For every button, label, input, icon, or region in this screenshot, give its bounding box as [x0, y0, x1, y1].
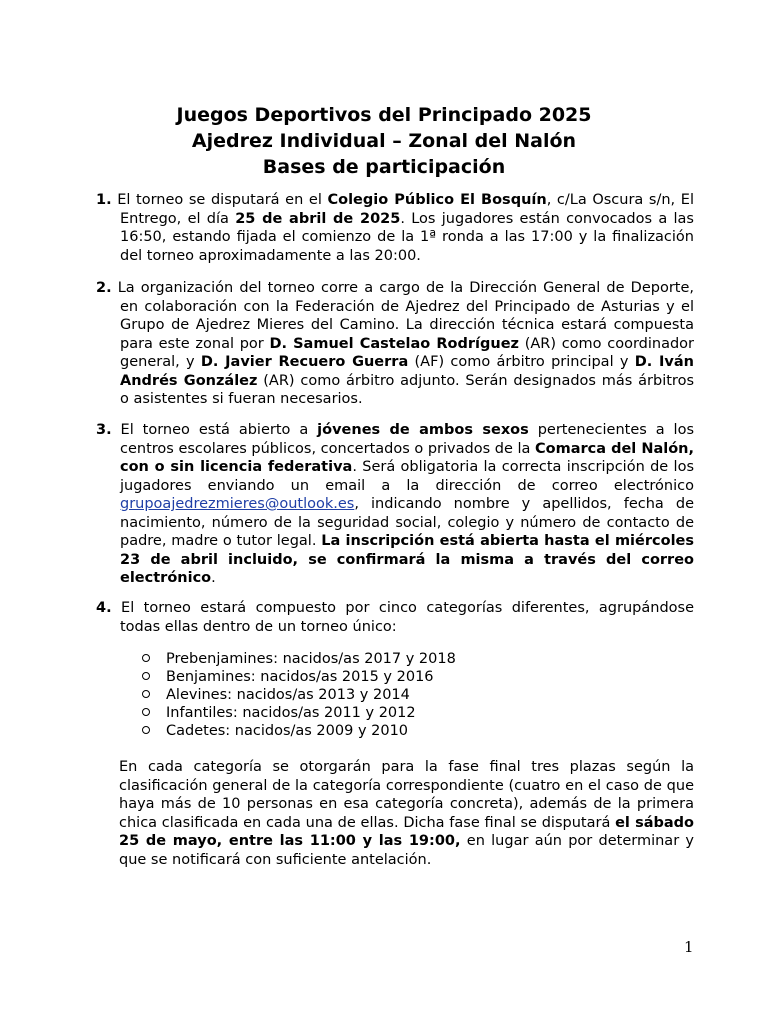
- circle-bullet-icon: [142, 726, 150, 734]
- list-item: [140, 668, 456, 686]
- section-1-paragraph: [96, 191, 694, 265]
- category-text: Cadetes: nacidos/as 2009 y 2010: [166, 723, 409, 739]
- section-1-number: 1.: [96, 192, 112, 208]
- registration-deadline: La inscripción está abierta hasta el miércoles 23 de abril incluido, se confirmará la misma a través del correo electrónico: [120, 533, 695, 586]
- final-phase-date: el sábado 25 de mayo, entre las 11:00 y las 19:00,: [119, 814, 694, 849]
- text-run: , c/La Oscura s/n, El Entrego, el día: [120, 192, 694, 227]
- text-run: En cada categoría se otorgarán para la fase final tres plazas según la clasificación general de la categoría correspondiente (cuatro en el caso de que haya más de 10 personas en esa categoría concreta), además de la primera chica clasificada en cada una de ellas. Dicha fase final se disputará: [119, 759, 694, 831]
- venue-name: Colegio Público El Bosquín: [327, 192, 547, 208]
- text-run: (AF) como árbitro principal y: [408, 354, 635, 370]
- text-run: El torneo está abierto a: [111, 422, 318, 438]
- email-link[interactable]: grupoajedrezmieres@outlook.es: [120, 496, 355, 512]
- section-3-number: 3.: [96, 422, 112, 438]
- document-title: [0, 102, 768, 180]
- text-run: El torneo se disputará en el: [111, 192, 328, 208]
- text-run: , indicando nombre y apellidos, fecha de nacimiento, número de la seguridad social, colegio y número de contacto de padre, madre o tutor legal.: [120, 496, 694, 549]
- section-4-number: 4.: [96, 600, 112, 616]
- page-number: 1: [684, 938, 694, 956]
- section-3: [96, 421, 694, 588]
- final-phase-paragraph: [119, 758, 694, 869]
- text-run: La organización del torneo corre a cargo de la Dirección General de Deporte, en colaboración con la Federación de Ajedrez del Principado de Asturias y el Grupo de Ajedrez Mieres del Camino. La dirección técnica estará compuesta para este zonal por: [111, 280, 694, 352]
- text-run: en lugar aún por determinar y que se notificará con suficiente antelación.: [119, 833, 694, 868]
- title-line-2: Ajedrez Individual – Zonal del Nalón: [191, 130, 577, 152]
- circle-bullet-icon: [142, 708, 150, 716]
- section-4-paragraph: [96, 599, 694, 636]
- text-run: (AR) como coordinador general, y: [120, 335, 695, 370]
- text-run: El torneo estará compuesto por cinco categorías diferentes, agrupándose todas ellas dentro de un torneo único:: [111, 600, 694, 635]
- title-line-3: Bases de participación: [262, 156, 506, 178]
- title-line-1: Juegos Deportivos del Principado 2025: [176, 104, 592, 126]
- circle-bullet-icon: [142, 672, 150, 680]
- category-text: Benjamines: nacidos/as 2015 y 2016: [166, 669, 434, 685]
- section-4: [96, 599, 694, 636]
- text-run: . Los jugadores están convocados a las 16:50, estando fijada el comienzo de la 1ª ronda a las 17:00 y la finalización del torneo aproximadamente a las 20:00.: [120, 210, 694, 264]
- category-text: Alevines: nacidos/as 2013 y 2014: [166, 687, 410, 703]
- section-1: [96, 191, 694, 265]
- list-item: [140, 650, 456, 668]
- region-highlight: Comarca del Nalón, con o sin licencia federativa: [120, 440, 695, 475]
- principal-arbiter-name: D. Javier Recuero Guerra: [200, 354, 409, 370]
- category-text: Prebenjamines: nacidos/as 2017 y 2018: [166, 651, 456, 667]
- category-text: Infantiles: nacidos/as 2011 y 2012: [166, 705, 416, 721]
- event-date: 25 de abril de 2025: [235, 210, 401, 227]
- list-item: [140, 686, 456, 704]
- text-run: (AR) como árbitro adjunto. Serán designados más árbitros o asistentes si fueran necesarios.: [120, 372, 694, 407]
- section-2-paragraph: [96, 279, 694, 409]
- circle-bullet-icon: [142, 690, 150, 698]
- list-item: [140, 722, 456, 740]
- text-run: .: [211, 570, 216, 586]
- section-2: [96, 279, 694, 409]
- text-run: . Será obligatoria la correcta inscripción de los jugadores enviando un email a la dirección de correo electrónico: [120, 459, 694, 494]
- list-item: [140, 704, 456, 722]
- section-3-paragraph: [96, 421, 694, 588]
- section-2-number: 2.: [96, 280, 112, 296]
- coordinator-name: D. Samuel Castelao Rodríguez: [269, 335, 519, 352]
- category-list: [140, 650, 456, 740]
- assistant-arbiter-name: D. Iván Andrés González: [120, 354, 694, 389]
- circle-bullet-icon: [142, 654, 150, 662]
- eligibility-highlight: jóvenes de ambos sexos: [317, 422, 529, 438]
- text-run: pertenecientes a los centros escolares públicos, concertados o privados de la: [120, 422, 695, 457]
